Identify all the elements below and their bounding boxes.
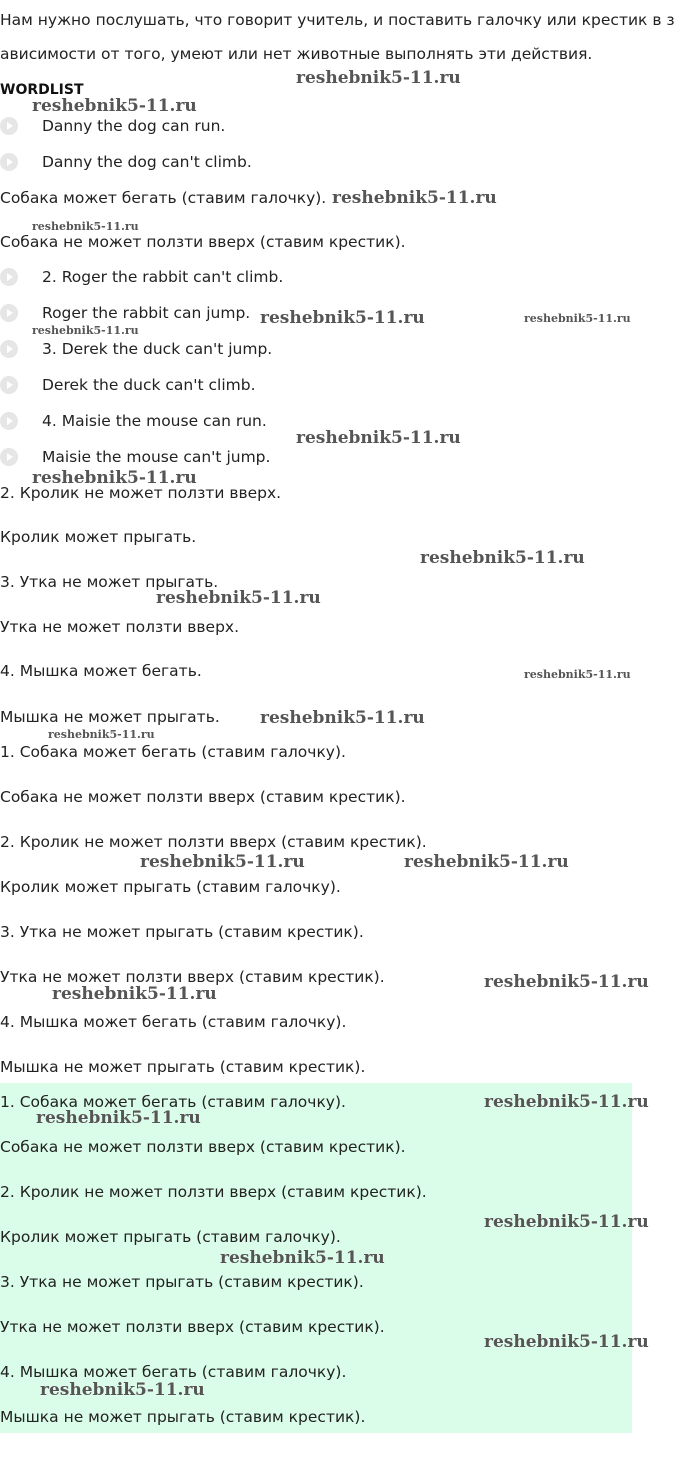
highlighted-answer-line: 2. Кролик не может ползти вверх (ставим крестик). [0, 1183, 427, 1201]
answer-line: Мышка не может прыгать (ставим крестик). [0, 1058, 366, 1076]
watermark: reshebnik5-11.ru [156, 588, 321, 608]
watermark: reshebnik5-11.ru [484, 1092, 649, 1112]
answer-line: Утка не может ползти вверх (ставим крестик). [0, 968, 385, 986]
highlighted-answer-line: 3. Утка не может прыгать (ставим крестик). [0, 1273, 364, 1291]
play-icon[interactable] [0, 268, 18, 286]
task-description-text: Нам нужно послушать, что говорит учитель, и поставить галочку или крестик в з [0, 11, 675, 29]
answer-line: 3. Утка не может прыгать. [0, 573, 219, 591]
answer-line: 2. Кролик не может ползти вверх. [0, 484, 282, 502]
task-description-line-1 [0, 10, 675, 30]
answer-line: Мышка не может прыгать. [0, 708, 220, 726]
play-icon[interactable] [0, 304, 18, 322]
watermark: reshebnik5-11.ru [296, 428, 461, 448]
audio-item-text: Derek the duck can't climb. [42, 376, 256, 394]
watermark: reshebnik5-11.ru [32, 324, 139, 337]
highlighted-answer-line: Собака не может ползти вверх (ставим крестик). [0, 1138, 406, 1156]
watermark: reshebnik5-11.ru [484, 972, 649, 992]
audio-item-text: 3. Derek the duck can't jump. [42, 340, 273, 358]
watermark: reshebnik5-11.ru [524, 312, 631, 325]
answer-line: 2. Кролик не может ползти вверх (ставим крестик). [0, 833, 427, 851]
watermark: reshebnik5-11.ru [332, 188, 497, 208]
highlighted-answer-line: 1. Собака может бегать (ставим галочку). [0, 1093, 346, 1111]
highlighted-answer-line: Кролик может прыгать (ставим галочку). [0, 1228, 341, 1246]
highlighted-answer-line: 4. Мышка может бегать (ставим галочку). [0, 1363, 347, 1381]
watermark: reshebnik5-11.ru [32, 220, 139, 233]
task-description-text-2: ависимости от того, умеют или нет животные выполнять эти действия. [0, 45, 593, 63]
watermark: reshebnik5-11.ru [40, 1380, 205, 1400]
play-icon[interactable] [0, 153, 18, 171]
watermark: reshebnik5-11.ru [420, 548, 585, 568]
answer-line: Собака может бегать (ставим галочку). [0, 189, 327, 207]
answer-line: Собака не может ползти вверх (ставим крестик). [0, 233, 406, 251]
answer-line: Собака не может ползти вверх (ставим крестик). [0, 788, 406, 806]
watermark: reshebnik5-11.ru [260, 708, 425, 728]
watermark: reshebnik5-11.ru [32, 96, 197, 116]
play-icon[interactable] [0, 340, 18, 358]
play-icon[interactable] [0, 376, 18, 394]
watermark: reshebnik5-11.ru [32, 468, 197, 488]
answer-line: Кролик может прыгать. [0, 528, 197, 546]
wordlist-heading: WORDLIST [0, 82, 84, 98]
audio-item-text: Maisie the mouse can't jump. [42, 448, 271, 466]
audio-item-text: Danny the dog can't climb. [42, 153, 252, 171]
watermark: reshebnik5-11.ru [220, 1248, 385, 1268]
highlighted-answer-line: Утка не может ползти вверх (ставим крестик). [0, 1318, 385, 1336]
highlighted-answer-line: Мышка не может прыгать (ставим крестик). [0, 1408, 366, 1426]
audio-item-text: 2. Roger the rabbit can't climb. [42, 268, 284, 286]
audio-item-text: 4. Maisie the mouse can run. [42, 412, 267, 430]
play-icon[interactable] [0, 448, 18, 466]
answer-line: 4. Мышка может бегать. [0, 662, 202, 680]
watermark: reshebnik5-11.ru [140, 852, 305, 872]
answer-line: Кролик может прыгать (ставим галочку). [0, 878, 341, 896]
play-icon[interactable] [0, 412, 18, 430]
audio-item-text: Danny the dog can run. [42, 117, 226, 135]
watermark: reshebnik5-11.ru [260, 308, 425, 328]
watermark: reshebnik5-11.ru [36, 1108, 201, 1128]
audio-item-text: Roger the rabbit can jump. [42, 304, 251, 322]
watermark: reshebnik5-11.ru [404, 852, 569, 872]
answer-line: 3. Утка не может прыгать (ставим крестик). [0, 923, 364, 941]
watermark: reshebnik5-11.ru [524, 668, 631, 681]
watermark: reshebnik5-11.ru [484, 1332, 649, 1352]
watermark: reshebnik5-11.ru [484, 1212, 649, 1232]
watermark: reshebnik5-11.ru [296, 68, 461, 88]
play-icon[interactable] [0, 117, 18, 135]
answer-line: 4. Мышка может бегать (ставим галочку). [0, 1013, 347, 1031]
watermark: reshebnik5-11.ru [48, 728, 155, 741]
answer-line: 1. Собака может бегать (ставим галочку). [0, 743, 346, 761]
watermark: reshebnik5-11.ru [52, 984, 217, 1004]
answer-line: Утка не может ползти вверх. [0, 618, 240, 636]
task-description-line-2 [0, 44, 592, 64]
